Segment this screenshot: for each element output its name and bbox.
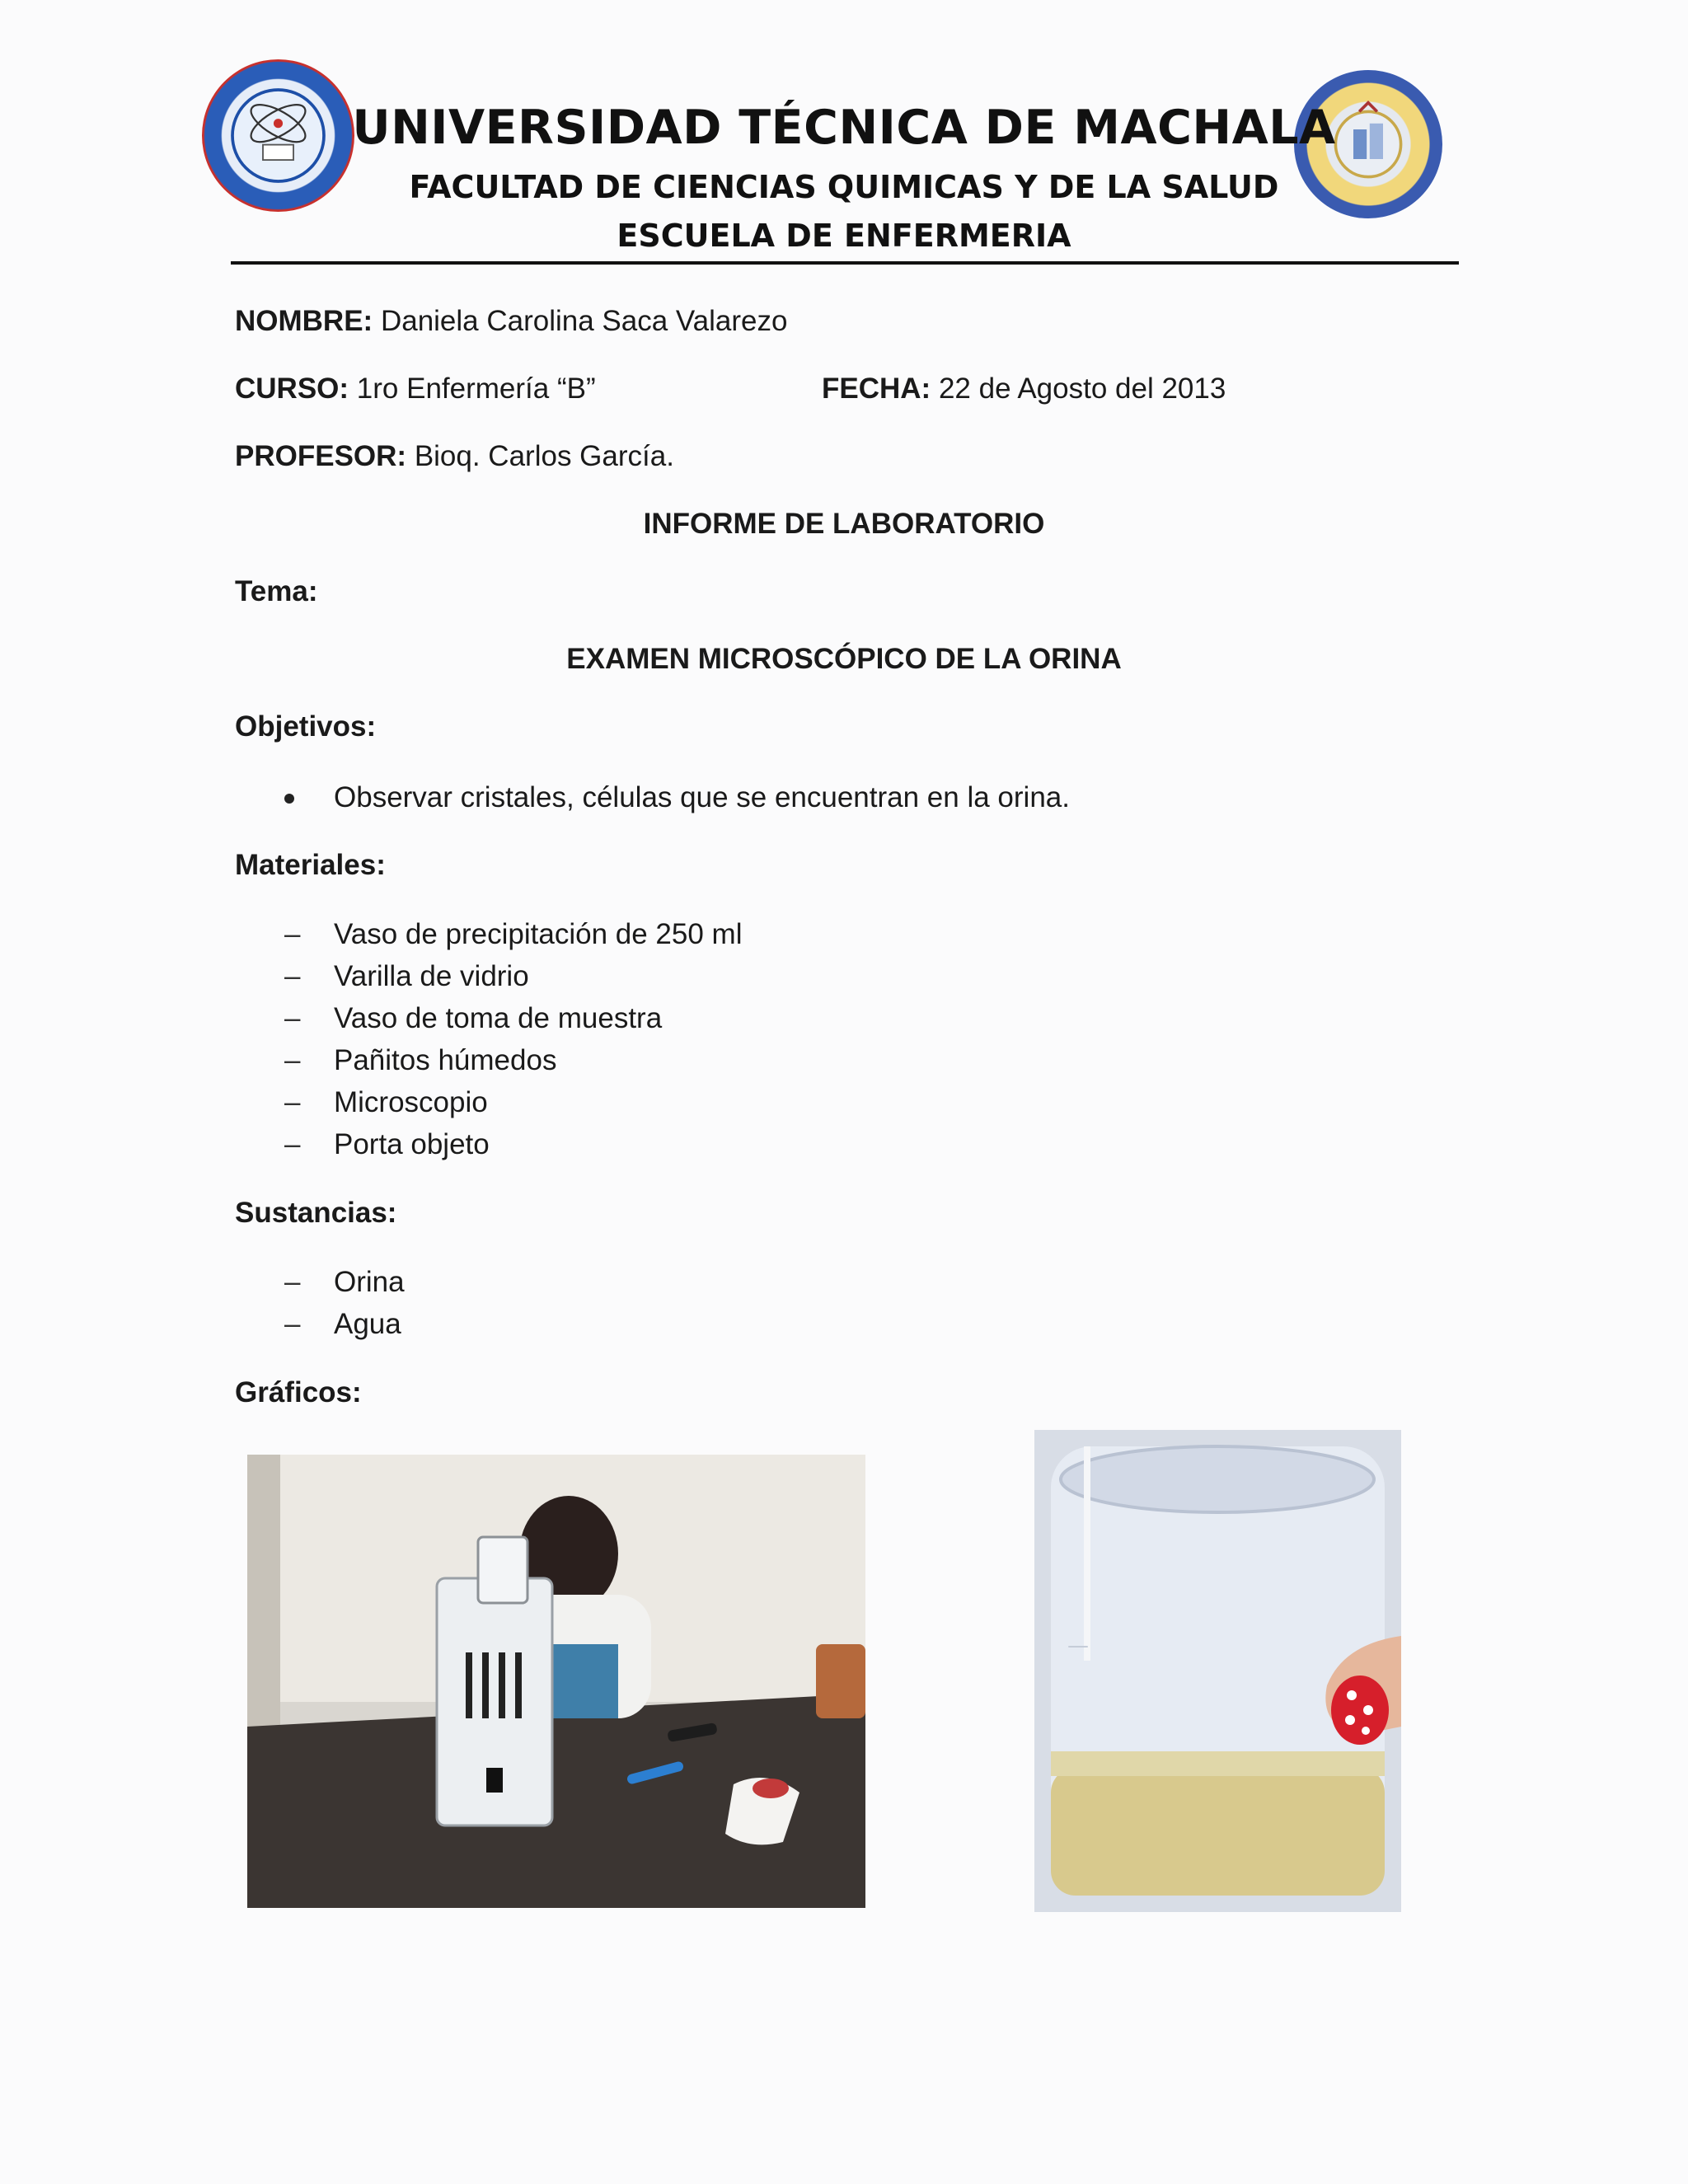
- material-item: Pañitos húmedos: [334, 1044, 557, 1076]
- university-title: UNIVERSIDAD TÉCNICA DE MACHALA: [352, 101, 1336, 155]
- name-label: NOMBRE:: [235, 305, 373, 337]
- course-label: CURSO:: [235, 373, 349, 405]
- dash-bullet-icon: –: [284, 1128, 301, 1160]
- dash-bullet-icon: –: [284, 1044, 301, 1076]
- dash-bullet-icon: –: [284, 1002, 301, 1034]
- topic-title: EXAMEN MICROSCÓPICO DE LA ORINA: [566, 643, 1122, 675]
- dash-bullet-icon: –: [284, 1086, 301, 1118]
- course-row: [235, 373, 596, 405]
- dash-bullet-icon: –: [284, 960, 301, 992]
- graphics-label: Gráficos:: [235, 1376, 362, 1408]
- objectives-label: Objetivos:: [235, 710, 377, 743]
- professor-label: PROFESOR:: [235, 440, 407, 472]
- date-value: 22 de Agosto del 2013: [938, 373, 1226, 405]
- substance-item: Agua: [334, 1308, 401, 1340]
- header-divider: [231, 261, 1459, 265]
- report-title: INFORME DE LABORATORIO: [643, 508, 1045, 540]
- svg-text:—: —: [1067, 1633, 1089, 1658]
- school-name: ESCUELA DE ENFERMERIA: [617, 218, 1071, 254]
- objective-item: Observar cristales, células que se encuentran en la orina.: [334, 781, 1070, 813]
- material-item: Porta objeto: [334, 1128, 490, 1160]
- material-item: Microscopio: [334, 1086, 488, 1118]
- material-item: Vaso de precipitación de 250 ml: [334, 918, 743, 950]
- name-value: Daniela Carolina Saca Valarezo: [380, 305, 788, 337]
- material-item: Varilla de vidrio: [334, 960, 529, 992]
- dash-bullet-icon: –: [284, 918, 301, 950]
- faculty-name: FACULTAD DE CIENCIAS QUIMICAS Y DE LA SALUD: [409, 169, 1279, 205]
- dash-bullet-icon: –: [284, 1266, 301, 1298]
- name-row: [235, 305, 787, 338]
- professor-row: [235, 440, 674, 473]
- topic-label: Tema:: [235, 575, 318, 607]
- substance-item: Orina: [334, 1266, 405, 1298]
- material-item: Vaso de toma de muestra: [334, 1002, 663, 1034]
- materials-label: Materiales:: [235, 849, 386, 881]
- dash-bullet-icon: –: [284, 1308, 301, 1340]
- substances-label: Sustancias:: [235, 1197, 397, 1229]
- urine-sample-photo: [1034, 1430, 1401, 1912]
- course-value: 1ro Enfermería “B”: [356, 373, 596, 405]
- professor-value: Bioq. Carlos García.: [414, 440, 674, 472]
- microscope-photo: [247, 1455, 865, 1908]
- bullet-icon: [284, 794, 294, 804]
- date-row: [822, 373, 1226, 405]
- date-label: FECHA:: [822, 373, 931, 405]
